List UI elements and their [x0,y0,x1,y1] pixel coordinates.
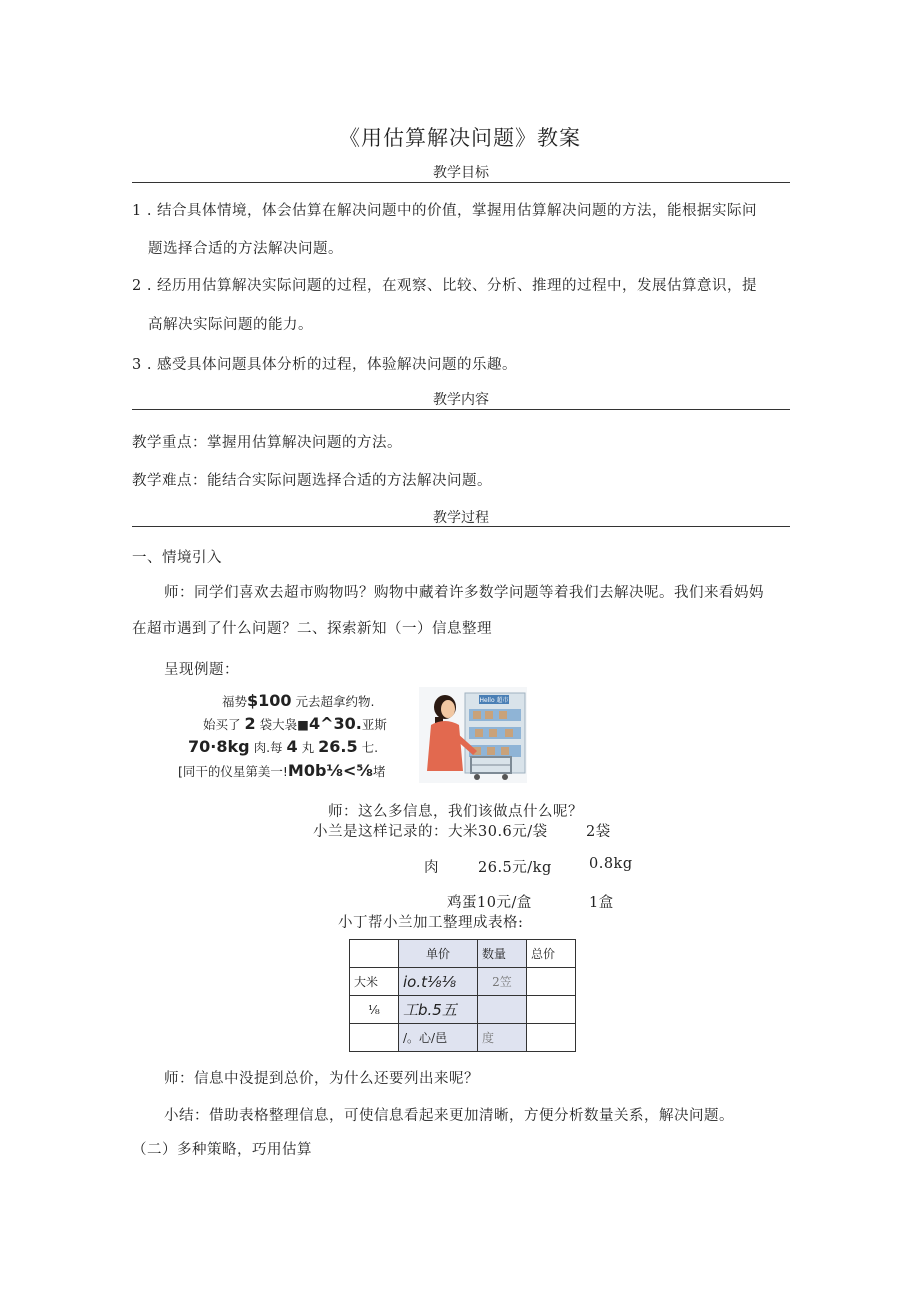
goal-1-line-2: 题选择合适的方法解决问题。 [148,241,343,257]
record-meat-price: 26.5元/kg [478,860,552,876]
record-meat-label: 肉 [424,860,439,876]
table-row [350,996,576,1024]
section-heading-content: 教学内容 [433,392,489,408]
section-heading-goals: 教学目标 [433,165,489,181]
table-cell: ⅛ [350,996,399,1024]
page-title: 《用估算解决问题》教案 [339,126,581,150]
part-1-heading: 一、情境引入 [132,550,222,566]
store-sign-text: Hello 超市 [479,697,509,704]
table-header-cell: 总价 [527,940,576,968]
record-egg: 鸡蛋10元/盒 [447,895,532,911]
teaching-key-point: 教学重点：掌握用估算解决问题的方法。 [132,435,402,451]
table-header-cell: 数量 [478,940,527,968]
section-rule [132,526,790,527]
section-rule [132,409,790,410]
table-cell [527,1024,576,1052]
table-header-cell [350,940,399,968]
table-cell: 度 [478,1024,527,1052]
goal-2-line-2: 高解决实际问题的能力。 [148,317,313,333]
table-cell: 2笠 [478,968,527,996]
goal-3-line-1: 3 . 感受具体问题具体分析的过程，体验解决问题的乐趣。 [132,357,518,373]
teacher-question: 师：这么多信息，我们该做点什么呢？ [328,804,583,820]
part-2-heading: （二）多种策略，巧用估算 [132,1142,312,1158]
example-line-3: 70·8kg 肉.每 4 丸 26.5 七. [188,737,379,756]
table-cell: /。心/邑 [399,1024,478,1052]
section-heading-process: 教学过程 [433,510,489,526]
teacher-question-total: 师：信息中没提到总价，为什么还要列出来呢？ [164,1071,479,1087]
summary: 小结：借助表格整理信息，可使信息看起来更加清晰，方便分析数量关系，解决问题。 [164,1108,734,1124]
teacher-intro-line-2: 在超市遇到了什么问题？二、探索新知（一）信息整理 [132,621,492,637]
teaching-difficulty: 教学难点：能结合实际问题选择合适的方法解决问题。 [132,473,492,489]
price-table [349,939,576,1052]
table-cell [350,1024,399,1052]
example-line-2: 始买了 2 袋大袅■4^30.亚斯 [203,714,387,733]
section-rule [132,182,790,183]
table-cell: 大米 [350,968,399,996]
teacher-intro-line-1: 师：同学们喜欢去超市购物吗？购物中藏着许多数学问题等着我们去解决呢。我们来看妈妈 [164,585,764,601]
record-intro: 小兰是这样记录的：大米30.6元/袋 [313,824,548,840]
table-intro: 小丁帮小兰加工整理成表格: [338,915,524,931]
table-cell [478,996,527,1024]
shopping-woman-illustration [419,687,527,783]
goal-1-line-1: 1 . 结合具体情境，体会估算在解决问题中的价值，掌握用估算解决问题的方法，能根据实际问 [132,203,758,219]
table-row [350,1024,576,1052]
table-cell: io.t⅛⅛ [399,968,478,996]
table-cell [527,968,576,996]
table-header-row [350,940,576,968]
record-egg-quantity: 1盒 [589,895,614,911]
record-meat-quantity: 0.8kg [589,856,633,872]
goal-2-line-1: 2 . 经历用估算解决实际问题的过程，在观察、比较、分析、推理的过程中，发展估算意识，提 [132,278,758,294]
table-cell [527,996,576,1024]
example-label: 呈现例题： [164,662,239,678]
table-cell: 工b.5五 [399,996,478,1024]
table-header-cell: 单价 [399,940,478,968]
table-row [350,968,576,996]
example-line-1: 福势$100 元去超拿约物. [222,691,375,710]
record-rice-quantity: 2袋 [586,824,611,840]
example-line-4: [同干的仪星第美一!M0b⅛<⅝堵 [178,761,386,780]
